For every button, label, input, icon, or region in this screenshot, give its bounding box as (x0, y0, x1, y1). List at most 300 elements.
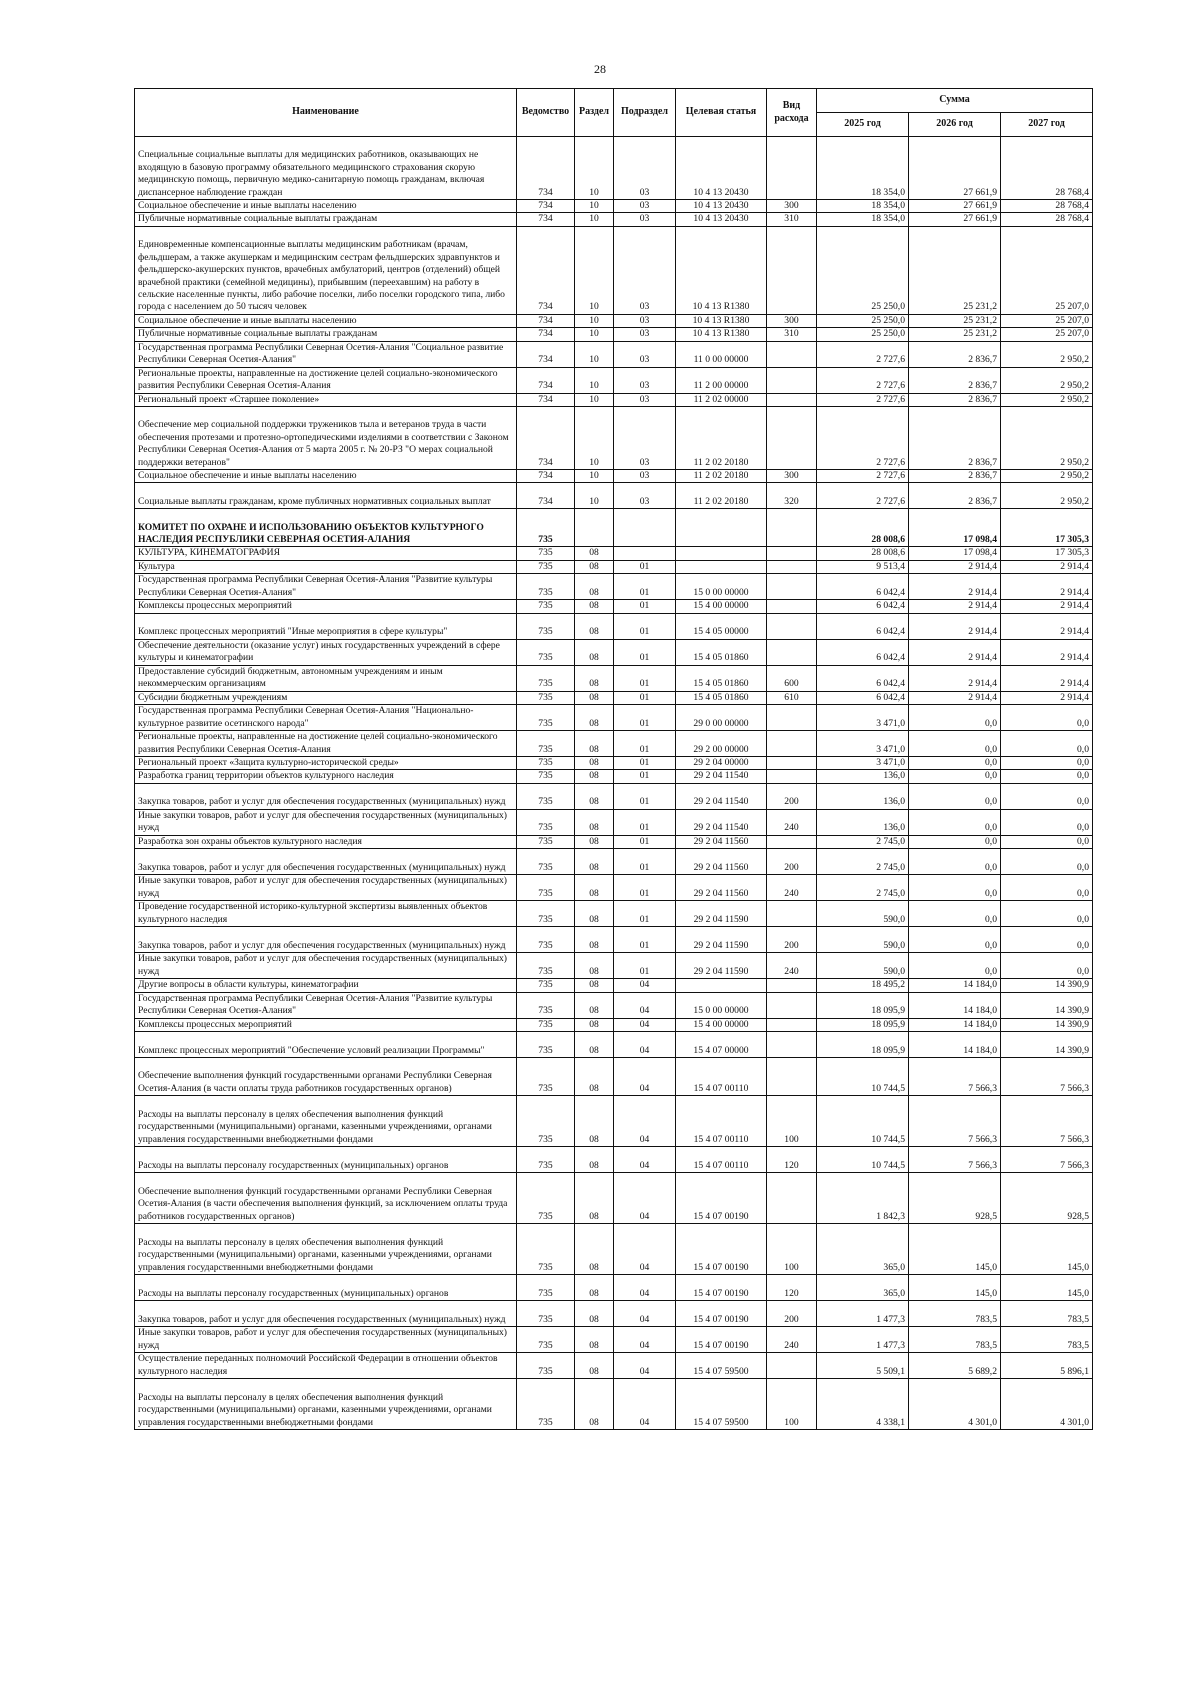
cell-sum-2025: 2 727,6 (817, 483, 909, 509)
cell-podrazdel: 01 (614, 901, 676, 927)
cell-celevaya-statya: 29 2 04 11560 (676, 835, 767, 848)
cell-vid-rashoda: 300 (767, 314, 817, 327)
table-row (135, 639, 1093, 665)
cell-podrazdel: 01 (614, 835, 676, 848)
cell-vedomstvo: 735 (517, 809, 575, 835)
cell-vedomstvo: 734 (517, 393, 575, 406)
cell-podrazdel: 01 (614, 809, 676, 835)
cell-name: Региональные проекты, направленные на достижение целей социально-экономического развития Республики Северная Осетия-Алания (135, 367, 517, 393)
cell-sum-2025: 136,0 (817, 783, 909, 809)
cell-razdel: 08 (575, 1353, 614, 1379)
cell-name: Разработка границ территории объектов культурного наследия (135, 770, 517, 783)
table-row (135, 1058, 1093, 1096)
cell-celevaya-statya: 29 2 04 11590 (676, 953, 767, 979)
cell-podrazdel: 03 (614, 213, 676, 226)
table-row (135, 137, 1093, 200)
cell-sum-2025: 18 495,2 (817, 979, 909, 992)
cell-vedomstvo: 735 (517, 992, 575, 1018)
cell-sum-2027: 5 896,1 (1001, 1353, 1093, 1379)
cell-vid-rashoda: 310 (767, 328, 817, 341)
cell-celevaya-statya: 10 4 13 20430 (676, 137, 767, 200)
cell-sum-2026: 0,0 (909, 875, 1001, 901)
cell-podrazdel: 01 (614, 705, 676, 731)
table-row (135, 835, 1093, 848)
cell-sum-2026: 2 836,7 (909, 393, 1001, 406)
table-row (135, 1018, 1093, 1031)
table-row (135, 213, 1093, 226)
cell-vedomstvo: 735 (517, 875, 575, 901)
cell-sum-2025: 25 250,0 (817, 226, 909, 314)
cell-sum-2026: 0,0 (909, 783, 1001, 809)
header-2027: 2027 год (1001, 113, 1093, 137)
cell-vid-rashoda (767, 613, 817, 639)
cell-vedomstvo: 735 (517, 509, 575, 547)
cell-sum-2026: 25 231,2 (909, 314, 1001, 327)
cell-sum-2026: 0,0 (909, 927, 1001, 953)
cell-vedomstvo: 735 (517, 1327, 575, 1353)
cell-celevaya-statya: 15 4 07 00110 (676, 1147, 767, 1173)
cell-name: Закупка товаров, работ и услуг для обеспечения государственных (муниципальных) нужд (135, 927, 517, 953)
cell-vid-rashoda (767, 407, 817, 470)
cell-name: Публичные нормативные социальные выплаты гражданам (135, 328, 517, 341)
cell-vedomstvo: 735 (517, 1301, 575, 1327)
cell-sum-2026: 2 836,7 (909, 470, 1001, 483)
cell-vedomstvo: 734 (517, 200, 575, 213)
cell-vid-rashoda: 120 (767, 1275, 817, 1301)
cell-sum-2026: 2 914,4 (909, 574, 1001, 600)
cell-vedomstvo: 735 (517, 613, 575, 639)
cell-name: Социальное обеспечение и иные выплаты населению (135, 314, 517, 327)
cell-sum-2025: 6 042,4 (817, 691, 909, 704)
cell-podrazdel: 04 (614, 1018, 676, 1031)
cell-podrazdel (614, 509, 676, 547)
cell-name: Социальное обеспечение и иные выплаты населению (135, 470, 517, 483)
cell-razdel: 08 (575, 691, 614, 704)
cell-podrazdel: 01 (614, 600, 676, 613)
cell-vedomstvo: 735 (517, 731, 575, 757)
cell-sum-2027: 2 914,4 (1001, 600, 1093, 613)
cell-celevaya-statya: 29 2 00 00000 (676, 731, 767, 757)
cell-name: Закупка товаров, работ и услуг для обеспечения государственных (муниципальных) нужд (135, 849, 517, 875)
cell-vid-rashoda: 200 (767, 783, 817, 809)
cell-razdel: 10 (575, 226, 614, 314)
cell-sum-2026: 0,0 (909, 809, 1001, 835)
table-row (135, 849, 1093, 875)
cell-sum-2025: 10 744,5 (817, 1096, 909, 1147)
cell-vedomstvo: 734 (517, 137, 575, 200)
cell-sum-2025: 2 745,0 (817, 849, 909, 875)
cell-sum-2025: 18 095,9 (817, 1018, 909, 1031)
cell-sum-2027: 0,0 (1001, 809, 1093, 835)
cell-sum-2027: 2 950,2 (1001, 483, 1093, 509)
cell-celevaya-statya: 29 2 04 00000 (676, 757, 767, 770)
cell-vid-rashoda (767, 600, 817, 613)
cell-sum-2027: 2 914,4 (1001, 574, 1093, 600)
cell-podrazdel: 01 (614, 731, 676, 757)
cell-razdel: 10 (575, 341, 614, 367)
header-vid-rashoda: Вид расхода (767, 89, 817, 137)
cell-name: Расходы на выплаты персоналу государственных (муниципальных) органов (135, 1275, 517, 1301)
table-row (135, 1379, 1093, 1430)
cell-sum-2027: 0,0 (1001, 783, 1093, 809)
cell-sum-2025: 18 095,9 (817, 1032, 909, 1058)
cell-vedomstvo: 735 (517, 901, 575, 927)
cell-sum-2027: 0,0 (1001, 849, 1093, 875)
cell-podrazdel: 01 (614, 783, 676, 809)
cell-sum-2027: 14 390,9 (1001, 1018, 1093, 1031)
cell-vid-rashoda (767, 705, 817, 731)
cell-sum-2026: 27 661,9 (909, 213, 1001, 226)
table-row (135, 875, 1093, 901)
cell-razdel: 10 (575, 137, 614, 200)
cell-vedomstvo: 735 (517, 547, 575, 560)
cell-razdel: 08 (575, 731, 614, 757)
cell-celevaya-statya: 15 4 07 00190 (676, 1224, 767, 1275)
cell-sum-2027: 17 305,3 (1001, 509, 1093, 547)
cell-podrazdel: 04 (614, 1224, 676, 1275)
cell-razdel: 08 (575, 705, 614, 731)
cell-podrazdel: 01 (614, 639, 676, 665)
cell-vid-rashoda: 100 (767, 1224, 817, 1275)
cell-sum-2026: 2 914,4 (909, 639, 1001, 665)
cell-name: Расходы на выплаты персоналу государственных (муниципальных) органов (135, 1147, 517, 1173)
cell-sum-2026: 0,0 (909, 757, 1001, 770)
table-body (135, 137, 1093, 1430)
table-row (135, 992, 1093, 1018)
cell-razdel: 08 (575, 560, 614, 573)
cell-podrazdel: 04 (614, 1147, 676, 1173)
cell-razdel: 08 (575, 979, 614, 992)
cell-celevaya-statya (676, 547, 767, 560)
cell-razdel: 10 (575, 314, 614, 327)
table-row (135, 367, 1093, 393)
table-row (135, 407, 1093, 470)
cell-sum-2027: 783,5 (1001, 1301, 1093, 1327)
cell-sum-2025: 5 509,1 (817, 1353, 909, 1379)
cell-podrazdel: 01 (614, 757, 676, 770)
cell-razdel: 10 (575, 200, 614, 213)
table-row (135, 328, 1093, 341)
cell-sum-2027: 783,5 (1001, 1327, 1093, 1353)
cell-name: Государственная программа Республики Северная Осетия-Алания "Развитие культуры Республики Северная Осетия-Алания" (135, 574, 517, 600)
table-row (135, 901, 1093, 927)
cell-sum-2027: 7 566,3 (1001, 1147, 1093, 1173)
header-summa: Сумма (817, 89, 1093, 113)
cell-sum-2026: 2 914,4 (909, 560, 1001, 573)
cell-vedomstvo: 735 (517, 600, 575, 613)
cell-celevaya-statya (676, 979, 767, 992)
cell-vedomstvo: 735 (517, 1096, 575, 1147)
cell-vedomstvo: 735 (517, 1147, 575, 1173)
cell-podrazdel: 03 (614, 341, 676, 367)
cell-podrazdel: 04 (614, 992, 676, 1018)
cell-vedomstvo: 735 (517, 835, 575, 848)
cell-sum-2026: 145,0 (909, 1275, 1001, 1301)
cell-podrazdel: 03 (614, 328, 676, 341)
cell-podrazdel: 01 (614, 770, 676, 783)
cell-name: Иные закупки товаров, работ и услуг для обеспечения государственных (муниципальных) нужд (135, 875, 517, 901)
cell-sum-2027: 2 950,2 (1001, 367, 1093, 393)
cell-name: Культура (135, 560, 517, 573)
cell-podrazdel: 04 (614, 1058, 676, 1096)
cell-sum-2027: 7 566,3 (1001, 1058, 1093, 1096)
cell-celevaya-statya: 29 2 04 11590 (676, 927, 767, 953)
budget-table (134, 88, 1093, 1430)
header-podrazdel: Подраздел (614, 89, 676, 137)
cell-sum-2027: 14 390,9 (1001, 1032, 1093, 1058)
cell-sum-2026: 0,0 (909, 953, 1001, 979)
cell-sum-2026: 2 914,4 (909, 665, 1001, 691)
cell-celevaya-statya: 11 0 00 00000 (676, 341, 767, 367)
cell-name: Комплексы процессных мероприятий (135, 1018, 517, 1031)
table-row (135, 509, 1093, 547)
cell-vid-rashoda (767, 1058, 817, 1096)
cell-sum-2025: 6 042,4 (817, 600, 909, 613)
cell-vid-rashoda: 200 (767, 927, 817, 953)
cell-celevaya-statya: 10 4 13 20430 (676, 213, 767, 226)
cell-vid-rashoda (767, 509, 817, 547)
cell-vedomstvo: 735 (517, 560, 575, 573)
cell-celevaya-statya: 10 4 13 R1380 (676, 314, 767, 327)
cell-sum-2025: 590,0 (817, 901, 909, 927)
cell-sum-2027: 28 768,4 (1001, 200, 1093, 213)
cell-celevaya-statya: 29 2 04 11540 (676, 783, 767, 809)
cell-razdel: 08 (575, 992, 614, 1018)
cell-sum-2027: 0,0 (1001, 835, 1093, 848)
cell-sum-2027: 2 914,4 (1001, 639, 1093, 665)
cell-podrazdel: 04 (614, 1096, 676, 1147)
cell-vedomstvo: 734 (517, 367, 575, 393)
table-row (135, 483, 1093, 509)
cell-name: Иные закупки товаров, работ и услуг для обеспечения государственных (муниципальных) нужд (135, 809, 517, 835)
cell-name: Социальные выплаты гражданам, кроме публичных нормативных социальных выплат (135, 483, 517, 509)
cell-sum-2025: 2 745,0 (817, 835, 909, 848)
cell-vid-rashoda (767, 835, 817, 848)
cell-sum-2025: 2 727,6 (817, 470, 909, 483)
cell-vedomstvo: 735 (517, 783, 575, 809)
cell-sum-2025: 18 354,0 (817, 200, 909, 213)
cell-razdel: 08 (575, 1018, 614, 1031)
cell-name: Комплекс процессных мероприятий "Обеспечение условий реализации Программы" (135, 1032, 517, 1058)
cell-razdel: 08 (575, 639, 614, 665)
header-2026: 2026 год (909, 113, 1001, 137)
cell-razdel: 10 (575, 470, 614, 483)
cell-vedomstvo: 735 (517, 665, 575, 691)
cell-name: Специальные социальные выплаты для медицинских работников, оказывающих не входящую в базовую программу обязательного медицинского страхования скорую медицинскую помощь, первичную медико-санитарную помощь гражданам, включая диспансерное наблюдение граждан (135, 137, 517, 200)
cell-sum-2025: 28 008,6 (817, 509, 909, 547)
cell-sum-2026: 2 836,7 (909, 367, 1001, 393)
table-row (135, 226, 1093, 314)
cell-razdel: 08 (575, 809, 614, 835)
cell-sum-2026: 0,0 (909, 901, 1001, 927)
cell-name: Осуществление переданных полномочий Российской Федерации в отношении объектов культурного наследия (135, 1353, 517, 1379)
cell-name: Обеспечение деятельности (оказание услуг) иных государственных учреждений в сфере культуры и кинематографии (135, 639, 517, 665)
cell-sum-2027: 145,0 (1001, 1275, 1093, 1301)
cell-sum-2027: 0,0 (1001, 757, 1093, 770)
cell-sum-2027: 0,0 (1001, 901, 1093, 927)
cell-podrazdel: 03 (614, 407, 676, 470)
cell-razdel: 10 (575, 393, 614, 406)
cell-vedomstvo: 734 (517, 483, 575, 509)
table-row (135, 783, 1093, 809)
cell-vid-rashoda: 120 (767, 1147, 817, 1173)
table-row (135, 770, 1093, 783)
cell-sum-2026: 7 566,3 (909, 1147, 1001, 1173)
cell-name: Обеспечение выполнения функций государственными органами Республики Северная Осетия-Алания (в части обеспечения выполнения функций, за исключением оплаты труда работников государственных органов) (135, 1173, 517, 1224)
table-row (135, 979, 1093, 992)
cell-sum-2027: 2 914,4 (1001, 560, 1093, 573)
cell-vedomstvo: 735 (517, 953, 575, 979)
cell-vedomstvo: 734 (517, 213, 575, 226)
cell-sum-2025: 9 513,4 (817, 560, 909, 573)
cell-razdel: 08 (575, 1096, 614, 1147)
cell-vid-rashoda (767, 1353, 817, 1379)
cell-podrazdel: 04 (614, 1032, 676, 1058)
cell-celevaya-statya: 15 4 07 00190 (676, 1327, 767, 1353)
cell-celevaya-statya: 15 4 05 01860 (676, 691, 767, 704)
cell-vid-rashoda (767, 770, 817, 783)
cell-name: Обеспечение мер социальной поддержки тружеников тыла и ветеранов труда в части обеспечения протезами и протезно-ортопедическими изделиями в соответствии с Законом Республики Северная Осетия-Алания от 5 марта 2005 г. № 20-РЗ "О мерах социальной поддержки ветеранов" (135, 407, 517, 470)
header-razdel: Раздел (575, 89, 614, 137)
cell-sum-2026: 14 184,0 (909, 1032, 1001, 1058)
cell-name: Государственная программа Республики Северная Осетия-Алания "Социальное развитие Республики Северная Осетия-Алания" (135, 341, 517, 367)
cell-vid-rashoda (767, 731, 817, 757)
cell-sum-2025: 25 250,0 (817, 314, 909, 327)
cell-razdel: 08 (575, 1224, 614, 1275)
cell-celevaya-statya: 15 4 07 00110 (676, 1058, 767, 1096)
cell-vedomstvo: 735 (517, 849, 575, 875)
cell-sum-2026: 14 184,0 (909, 992, 1001, 1018)
cell-name: Предоставление субсидий бюджетным, автономным учреждениям и иным некоммерческим организациям (135, 665, 517, 691)
cell-sum-2026: 4 301,0 (909, 1379, 1001, 1430)
cell-sum-2027: 25 207,0 (1001, 226, 1093, 314)
table-row (135, 1147, 1093, 1173)
table-row (135, 1327, 1093, 1353)
cell-sum-2026: 145,0 (909, 1224, 1001, 1275)
cell-vedomstvo: 734 (517, 407, 575, 470)
cell-vid-rashoda: 320 (767, 483, 817, 509)
cell-razdel: 08 (575, 600, 614, 613)
cell-sum-2025: 136,0 (817, 770, 909, 783)
cell-name: Расходы на выплаты персоналу в целях обеспечения выполнения функций государственными (муниципальными) органами, казенными учреждениями, органами управления государственными внебюджетными фондами (135, 1096, 517, 1147)
cell-vedomstvo: 735 (517, 691, 575, 704)
cell-razdel: 08 (575, 835, 614, 848)
cell-celevaya-statya (676, 509, 767, 547)
cell-razdel: 08 (575, 613, 614, 639)
cell-sum-2027: 14 390,9 (1001, 992, 1093, 1018)
cell-sum-2027: 28 768,4 (1001, 137, 1093, 200)
cell-vid-rashoda: 240 (767, 1327, 817, 1353)
cell-vedomstvo: 734 (517, 226, 575, 314)
table-row (135, 200, 1093, 213)
cell-sum-2025: 4 338,1 (817, 1379, 909, 1430)
cell-vedomstvo: 735 (517, 927, 575, 953)
cell-celevaya-statya: 29 2 04 11590 (676, 901, 767, 927)
cell-razdel: 08 (575, 574, 614, 600)
cell-vid-rashoda (767, 137, 817, 200)
cell-celevaya-statya: 15 4 07 00110 (676, 1096, 767, 1147)
cell-sum-2025: 365,0 (817, 1275, 909, 1301)
cell-sum-2027: 0,0 (1001, 875, 1093, 901)
cell-podrazdel: 03 (614, 393, 676, 406)
cell-sum-2027: 0,0 (1001, 770, 1093, 783)
cell-sum-2027: 0,0 (1001, 705, 1093, 731)
cell-razdel: 10 (575, 328, 614, 341)
cell-celevaya-statya: 11 2 02 20180 (676, 470, 767, 483)
cell-sum-2025: 2 727,6 (817, 367, 909, 393)
table-row (135, 1353, 1093, 1379)
cell-sum-2027: 2 950,2 (1001, 470, 1093, 483)
cell-name: Социальное обеспечение и иные выплаты населению (135, 200, 517, 213)
cell-podrazdel: 04 (614, 1379, 676, 1430)
cell-vid-rashoda: 610 (767, 691, 817, 704)
cell-podrazdel: 01 (614, 665, 676, 691)
cell-podrazdel: 01 (614, 613, 676, 639)
cell-sum-2026: 17 098,4 (909, 547, 1001, 560)
cell-celevaya-statya: 15 4 05 01860 (676, 639, 767, 665)
cell-sum-2026: 928,5 (909, 1173, 1001, 1224)
cell-name: Субсидии бюджетным учреждениям (135, 691, 517, 704)
cell-name: Региональные проекты, направленные на достижение целей социально-экономического развития Республики Северная Осетия-Алания (135, 731, 517, 757)
cell-vid-rashoda (767, 1173, 817, 1224)
cell-razdel: 08 (575, 547, 614, 560)
cell-sum-2025: 10 744,5 (817, 1058, 909, 1096)
cell-name: Проведение государственной историко-культурной экспертизы выявленных объектов культурного наследия (135, 901, 517, 927)
cell-sum-2026: 0,0 (909, 849, 1001, 875)
cell-sum-2025: 10 744,5 (817, 1147, 909, 1173)
cell-sum-2025: 590,0 (817, 953, 909, 979)
cell-sum-2027: 0,0 (1001, 731, 1093, 757)
cell-sum-2025: 3 471,0 (817, 705, 909, 731)
cell-sum-2026: 2 836,7 (909, 483, 1001, 509)
cell-sum-2026: 0,0 (909, 835, 1001, 848)
cell-razdel: 08 (575, 1032, 614, 1058)
cell-sum-2027: 2 950,2 (1001, 393, 1093, 406)
cell-vid-rashoda (767, 639, 817, 665)
cell-name: Единовременные компенсационные выплаты медицинским работникам (врачам, фельдшерам, а также акушеркам и медицинским сестрам фельдшерских здравпунктов и фельдшерско-акушерских пунктов, врачебных амбулаторий, центров (отделений) общей врачебной практики (семейной медицины), прибывшим (переехавшим) на работу в сельские населенные пункты, либо рабочие поселки, либо поселки городского типа, либо города с населением до 50 тысяч человек (135, 226, 517, 314)
table-row (135, 1275, 1093, 1301)
cell-podrazdel: 03 (614, 367, 676, 393)
cell-vedomstvo: 734 (517, 314, 575, 327)
cell-name: Расходы на выплаты персоналу в целях обеспечения выполнения функций государственными (муниципальными) органами, казенными учреждениями, органами управления государственными внебюджетными фондами (135, 1379, 517, 1430)
cell-sum-2026: 25 231,2 (909, 328, 1001, 341)
cell-razdel (575, 509, 614, 547)
cell-vid-rashoda (767, 341, 817, 367)
table-row (135, 953, 1093, 979)
cell-podrazdel: 01 (614, 927, 676, 953)
cell-name: Другие вопросы в области культуры, кинематографии (135, 979, 517, 992)
cell-sum-2026: 14 184,0 (909, 979, 1001, 992)
cell-sum-2027: 2 950,2 (1001, 407, 1093, 470)
cell-name: Комплекс процессных мероприятий "Иные мероприятия в сфере культуры" (135, 613, 517, 639)
table-row (135, 314, 1093, 327)
cell-vedomstvo: 735 (517, 1173, 575, 1224)
cell-vid-rashoda (767, 1032, 817, 1058)
cell-vid-rashoda (767, 901, 817, 927)
cell-celevaya-statya: 15 4 05 01860 (676, 665, 767, 691)
cell-podrazdel: 04 (614, 1173, 676, 1224)
cell-vedomstvo: 735 (517, 1018, 575, 1031)
table-row (135, 757, 1093, 770)
cell-vedomstvo: 735 (517, 979, 575, 992)
cell-razdel: 10 (575, 367, 614, 393)
cell-vedomstvo: 734 (517, 341, 575, 367)
cell-sum-2027: 0,0 (1001, 927, 1093, 953)
cell-celevaya-statya: 10 4 13 20430 (676, 200, 767, 213)
table-row (135, 574, 1093, 600)
cell-celevaya-statya: 11 2 00 00000 (676, 367, 767, 393)
cell-vedomstvo: 735 (517, 1379, 575, 1430)
